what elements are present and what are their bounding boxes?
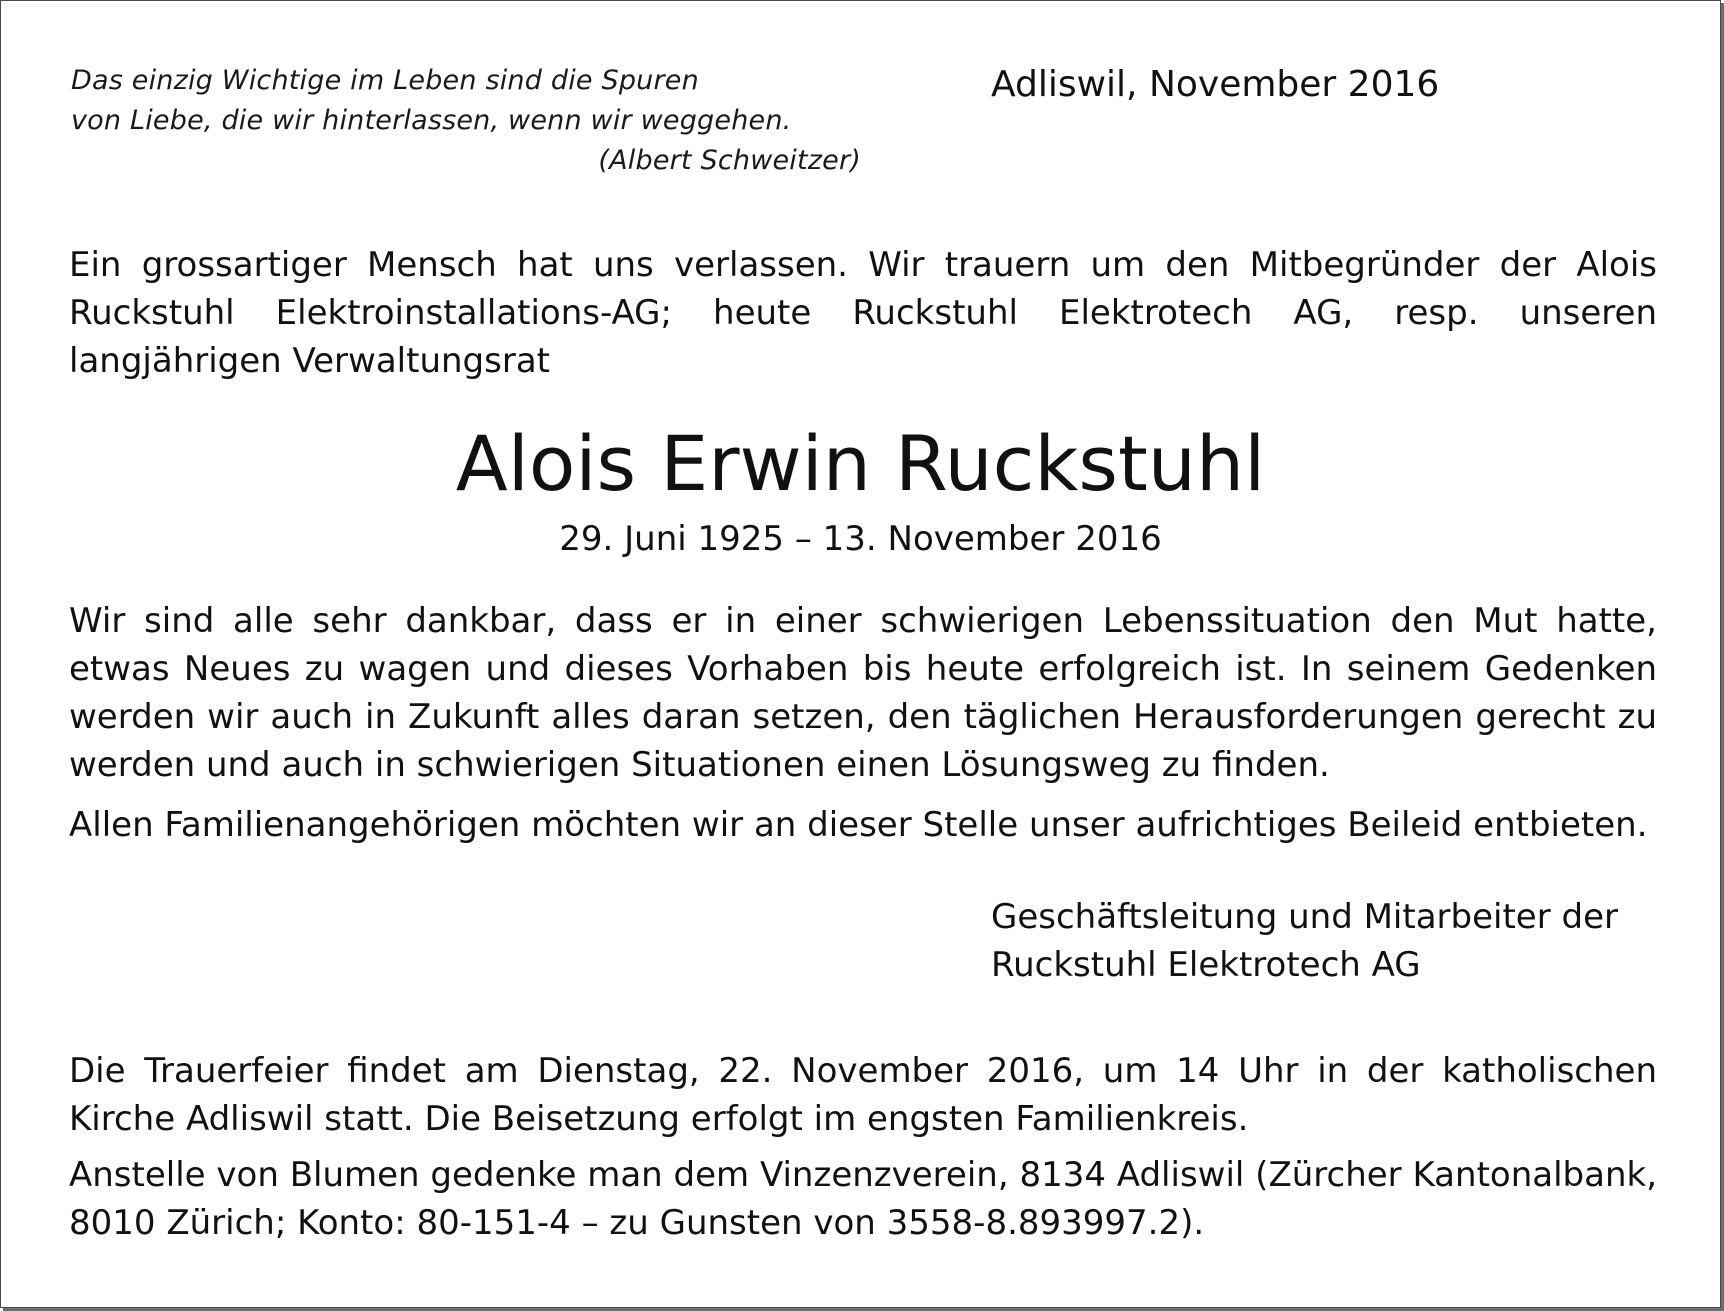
signature-block	[991, 893, 1618, 989]
quote-line-2: von Liebe, die wir hinterlassen, wenn wir weggehen.	[71, 105, 792, 136]
signature-line-1: Geschäftsleitung und Mitarbeiter der	[991, 897, 1618, 937]
tribute-paragraph: Wir sind alle sehr dankbar, dass er in einer schwierigen Lebenssituation den Mut hatte, etwas Neues zu wagen und dieses Vorhaben bis heute erfolgreich ist. In seinem Gedenken werden wir auch in Zukunft alles daran setzen, den täglichen Herausforderungen gerecht zu werden und auch in schwierigen Situationen einen Lösungsweg zu finden.	[69, 601, 1657, 785]
deceased-name: Alois Erwin Ruckstuhl	[455, 419, 1266, 508]
life-dates: 29. Juni 1925 – 13. November 2016	[559, 519, 1162, 559]
donation-info-paragraph: Anstelle von Blumen gedenke man dem Vinzenzverein, 8134 Adliswil (Zürcher Kantonalbank, 8010 Zürich; Konto: 80-151-4 – zu Gunsten von 3558-8.893997.2).	[69, 1155, 1657, 1243]
obituary-notice	[1, 1, 1720, 1307]
condolence-paragraph: Allen Familienangehörigen möchten wir an dieser Stelle unser aufrichtiges Beileid entbieten.	[69, 805, 1648, 845]
place-date: Adliswil, November 2016	[991, 64, 1440, 105]
intro-paragraph: Ein grossartiger Mensch hat uns verlassen. Wir trauern um den Mitbegründer der Alois Ruckstuhl Elektroinstallations-AG; heute Ruckstuhl Elektrotech AG, resp. unseren langjährigen Verwaltungsrat	[69, 245, 1657, 381]
epigraph-quote	[71, 61, 871, 181]
signature-line-2: Ruckstuhl Elektrotech AG	[991, 945, 1421, 985]
quote-author: (Albert Schweitzer)	[598, 145, 861, 176]
funeral-info-paragraph: Die Trauerfeier findet am Dienstag, 22. November 2016, um 14 Uhr in der katholischen Kirche Adliswil statt. Die Beisetzung erfolgt im engsten Familienkreis.	[69, 1051, 1657, 1139]
quote-line-1: Das einzig Wichtige im Leben sind die Spuren	[71, 65, 699, 96]
